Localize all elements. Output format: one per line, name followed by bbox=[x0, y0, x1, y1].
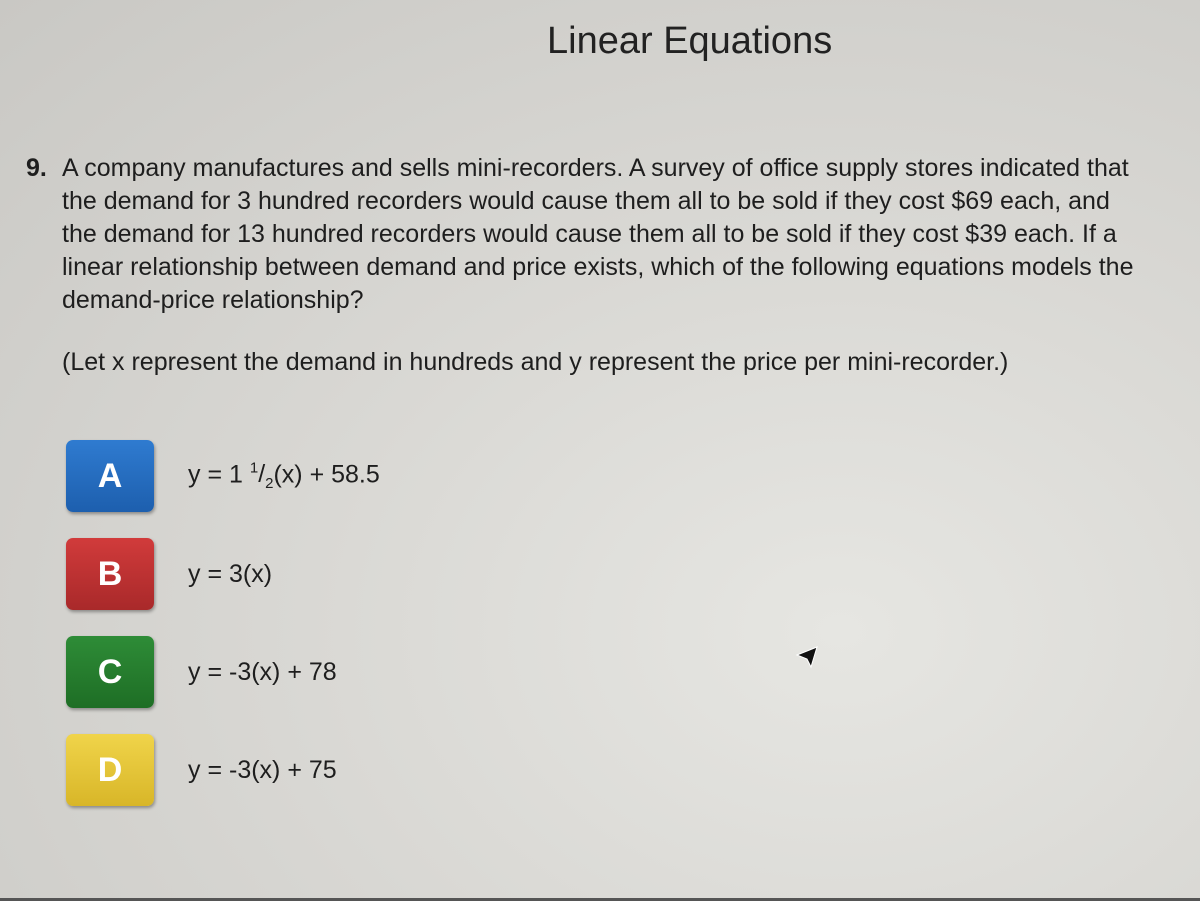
question-text: A company manufactures and sells mini-recorders. A survey of office supply stores indicated that the demand for 3 hundred recorders would cause them all to be sold if they cost $69 each, and the demand for 13 hundred recorders would cause them all to be sold if they cost $39 each. If a linear relationship between demand and price exists, which of the following equations models the demand-price relationship? bbox=[62, 154, 1134, 314]
mouse-pointer-icon bbox=[795, 645, 823, 671]
answer-option-a[interactable] bbox=[66, 440, 666, 512]
option-d-equation: y = -3(x) + 75 bbox=[188, 755, 337, 784]
option-c-equation: y = -3(x) + 78 bbox=[188, 657, 337, 686]
question-number: 9. bbox=[26, 154, 47, 182]
option-d-button[interactable]: D bbox=[66, 734, 154, 806]
option-b-button[interactable]: B bbox=[66, 538, 154, 610]
option-b-equation: y = 3(x) bbox=[188, 559, 273, 588]
option-c-button[interactable]: C bbox=[66, 636, 154, 708]
answer-option-d[interactable] bbox=[66, 734, 666, 806]
question-block bbox=[26, 152, 1136, 317]
answer-option-c[interactable] bbox=[66, 636, 666, 708]
option-a-equation: y = 1 $^1/_2(x) + 58.5$ bbox=[188, 459, 380, 493]
page-title: Linear Equations bbox=[547, 20, 833, 62]
option-a-button[interactable]: A bbox=[66, 440, 154, 512]
question-note: (Let x represent the demand in hundreds and y represent the price per mini-recorder.) bbox=[62, 348, 1009, 376]
answer-option-b[interactable] bbox=[66, 538, 666, 610]
fraction: $^1/_2$ bbox=[249, 459, 274, 493]
